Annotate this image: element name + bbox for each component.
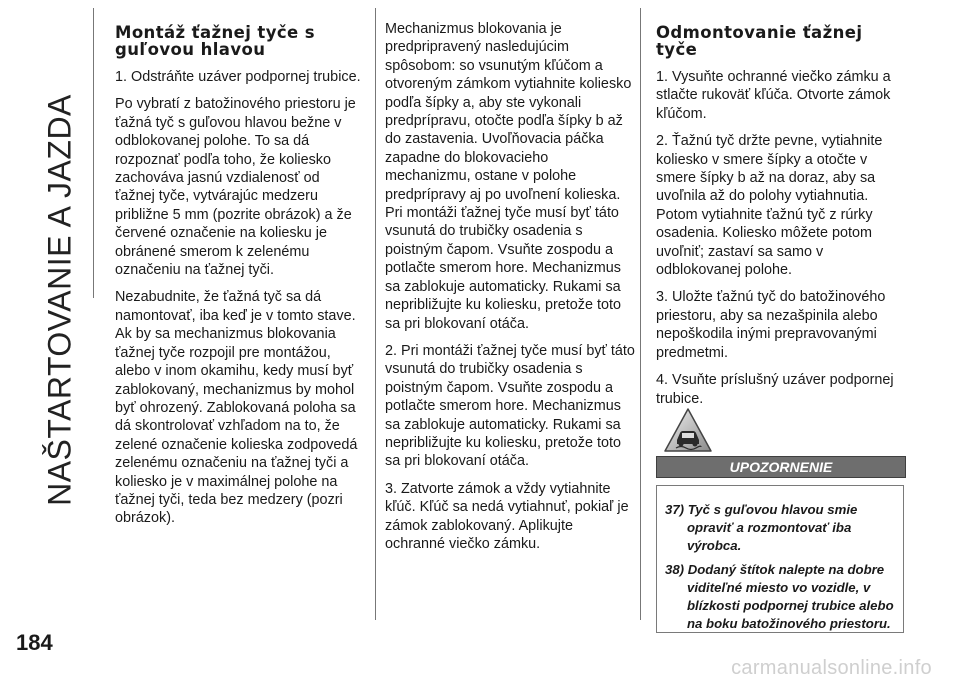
column-1 [115, 24, 363, 537]
paragraph: 3. Uložte ťažnú tyč do batožinového priestoru, aby sa nezašpinila alebo nepoškodila inými prepravovanými predmetmi. [656, 289, 886, 361]
column-divider-1 [375, 8, 376, 620]
page-number: 184 [16, 630, 53, 655]
warning-note: 37) Tyč s guľovou hlavou smie opraviť a rozmontovať iba výrobca. [665, 502, 858, 554]
paragraph: 2. Ťažnú tyč držte pevne, vytiahnite koliesko v smere šípky a otočte v smere šípky b až na doraz, aby sa uvoľnila až do polohy vytiahnutia. Potom vytiahnite ťažnú tyč z rúrky osadenia. Koliesko môžete potom uvoľniť; zastaví sa samo v odblokovanej polohe. [656, 133, 883, 279]
warning-header: UPOZORNENIE [656, 456, 906, 478]
column-divider-2 [640, 8, 641, 620]
car-warning-icon [663, 407, 713, 453]
section-heading: Montáž ťažnej tyče s guľovou hlavou [115, 23, 316, 59]
paragraph: Mechanizmus blokovania je predpripravený nasledujúcim spôsobom: so vsunutým kľúčom a otvoreným zámkom vytiahnite koliesko podľa šípky a, aby ste vykonali predprípravu, otočte podľa šípky b až do zastavenia. Uvoľňovacia páčka zapadne do blokovacieho mechanizmu, ostane v polohe predprípravy aj po uvoľnení kolieska. Pri montáži ťažnej tyče musí byť táto vsunutá do trubičky osadenia s poistným čapom. Vsuňte zospodu a potlačte smerom hore. Mechanizmus sa zablokuje automaticky. Rukami sa nepribližujte ku koliesku, pretože toto sa pri blokovaní otáča. [385, 21, 632, 332]
sidebar-divider [93, 8, 94, 298]
paragraph: 2. Pri montáži ťažnej tyče musí byť táto vsunutá do trubičky osadenia s poistným čapom. Vsuňte zospodu a potlačte smerom hore. Mechanizmus sa zablokuje automaticky. Rukami sa nepribližujte ku koliesku, pretože toto sa pri blokovaní otáča. [385, 342, 635, 470]
warning-box [656, 485, 904, 633]
watermark: carmanualsonline.info [731, 657, 932, 679]
paragraph: 4. Vsuňte príslušný uzáver podpornej trubice. [656, 372, 894, 407]
column-3 [656, 24, 906, 417]
section-title-vertical: NAŠTARTOVANIE A JAZDA [41, 94, 78, 506]
paragraph: 1. Odstráňte uzáver podpornej trubice. [115, 69, 361, 85]
section-heading: Odmontovanie ťažnej tyče [656, 23, 863, 59]
paragraph: 3. Zatvorte zámok a vždy vytiahnite kľúč. Kľúč sa nedá vytiahnuť, pokiaľ je zámok zablokovaný. Aplikujte ochranné viečko zámku. [385, 480, 629, 552]
warning-note: 38) Dodaný štítok nalepte na dobre viditeľné miesto vo vozidle, v blízkosti podpornej trubice alebo na boku batožinového priestoru. [665, 561, 894, 632]
paragraph: Nezabudnite, že ťažná tyč sa dá namontovať, iba keď je v tomto stave. Ak by sa mechanizmus blokovania ťažnej tyče rozpojil pre montážou, alebo v inom okamihu, kedy musí byť zablokovaný, mechanizmus by mohol byť ohrozený. Zablokovaná poloha sa dá skontrolovať vzhľadom na to, že zelené označenie kolieska zodpovedá zelenému označeniu na ťažnej tyči a koliesko je v maximálnej polohe na ťažnej tyči, teda bez medzery (pozri obrázok). [115, 289, 358, 527]
paragraph: Po vybratí z batožinového priestoru je ťažná tyč s guľovou hlavou bežne v odblokovanej polohe. To sa dá rozpoznať podľa toho, že koliesko zachováva jasnú vzdialenosť od ťažnej tyče, vytvárajúc medzeru približne 5 mm (pozrite obrázok) a že červené označenie na koliesku je obránené smerom k zelenému označeniu na ťažnej tyči. [115, 96, 356, 279]
column-2 [385, 20, 635, 562]
paragraph: 1. Vysuňte ochranné viečko zámku a stlačte rukoväť kľúča. Otvorte zámok kľúčom. [656, 69, 891, 122]
